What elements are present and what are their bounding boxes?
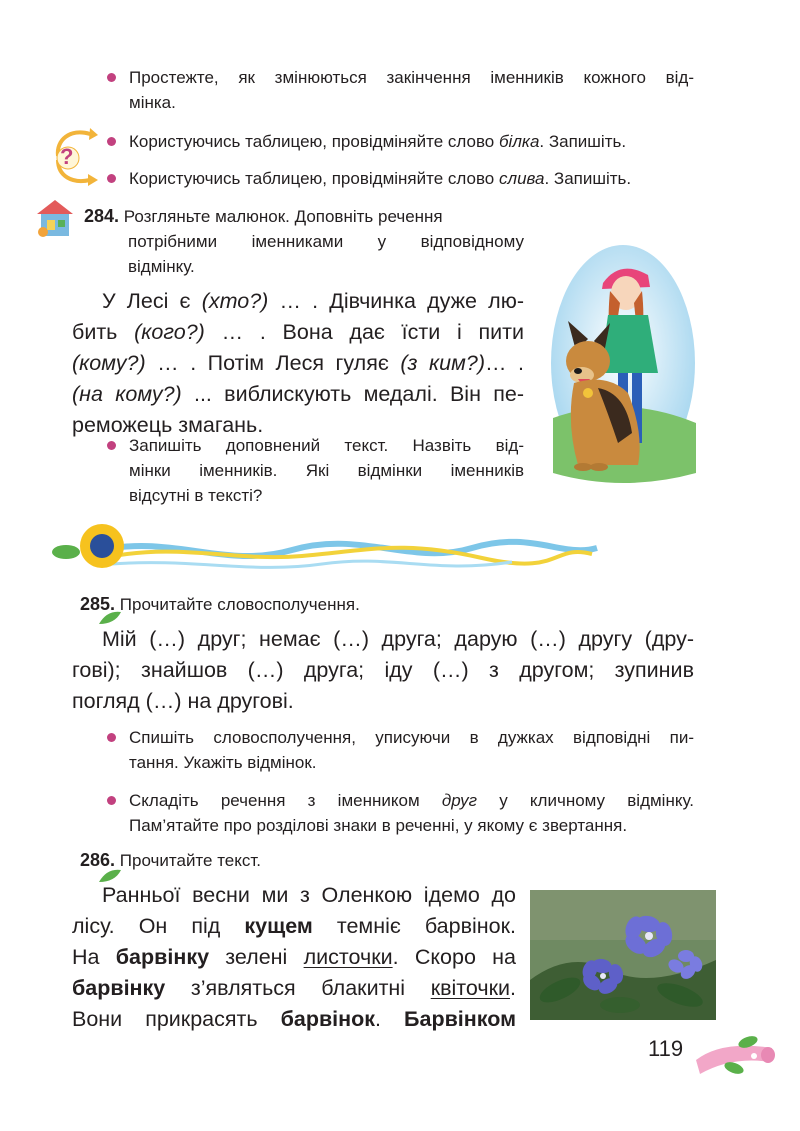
exercise-286-task: 286. Прочитайте текст. bbox=[80, 850, 262, 870]
exercise-285-text-line3: погляд (…) на другові. bbox=[72, 689, 294, 713]
instruction-decline-slyva: Користуючись таблицею, провідміняйте слово слива. Запишіть. bbox=[129, 169, 632, 188]
exercise-286-text-line4: барвінку з’являться блакитні квіточки. bbox=[72, 976, 516, 1000]
periwinkle-photo bbox=[530, 890, 716, 1020]
exercise-285-bullet1-line1: Спишіть словосполучення, уписуючи в дужках відповідні пи- bbox=[129, 728, 694, 747]
exercise-284-text-line2: бить (кого?) … . Вона дає їсти і пити bbox=[72, 320, 524, 344]
exercise-284-task: 284. Розгляньте малюнок. Доповніть речення bbox=[84, 206, 443, 226]
exercise-285-text-line1: Мій (…) друг; немає (…) друга; дарую (…) другу (дру- bbox=[102, 627, 694, 651]
instruction-trace-endings: Простежте, як змінюються закінчення іменників кожного від- bbox=[129, 68, 694, 87]
exercise-286-text-line3: На барвінку зелені листочки. Скоро на bbox=[72, 945, 516, 969]
exercise-number-284: 284. bbox=[84, 206, 120, 226]
exercise-284-text-line5: реможець змагань. bbox=[72, 413, 264, 437]
instruction-decline-bilka: Користуючись таблицею, провідміняйте слово білка. Запишіть. bbox=[129, 132, 627, 151]
bullet-marker bbox=[107, 174, 116, 183]
exercise-number-285: 285. bbox=[80, 594, 116, 614]
exercise-284-text-line3: (кому?) … . Потім Леся гуляє (з ким?)… . bbox=[72, 351, 524, 375]
exercise-286-text-line1: Ранньої весни ми з Оленкою ідемо до bbox=[102, 883, 516, 907]
bullet-marker bbox=[107, 73, 116, 82]
exercise-286-text-line5: Вони прикрасять барвінок. Барвінком bbox=[72, 1007, 516, 1031]
bullet-marker bbox=[107, 137, 116, 146]
exercise-284-bullet-line3: відсутні в тексті? bbox=[129, 486, 263, 505]
exercise-285-text-line2: гові); знайшов (…) друга; іду (…) з другом; зупинив bbox=[72, 658, 694, 682]
bullet-marker bbox=[107, 441, 116, 450]
sunflower-ribbon-divider bbox=[52, 518, 602, 584]
bullet-marker bbox=[107, 796, 116, 805]
girl-with-dog-illustration bbox=[548, 243, 698, 488]
exercise-286-text-line2: лісу. Он під кущем темніє барвінок. bbox=[72, 914, 517, 938]
house-icon bbox=[33, 196, 77, 240]
exercise-285-bullet2-line2: Пам’ятайте про розділові знаки в реченні, у якому є звертання. bbox=[129, 816, 628, 835]
exercise-284-task-line3: відмінку. bbox=[128, 257, 195, 276]
exercise-284-task-line2: потрібними іменниками у відповідному bbox=[128, 232, 524, 251]
exercise-285-bullet2-line1: Складіть речення з іменником друг у кличному відмінку. bbox=[129, 791, 694, 810]
scroll-decoration bbox=[692, 1030, 778, 1080]
exercise-284-bullet-line1: Запишіть доповнений текст. Назвіть від- bbox=[129, 436, 524, 455]
exercise-number-286: 286. bbox=[80, 850, 116, 870]
exercise-285-task: 285. Прочитайте словосполучення. bbox=[80, 594, 360, 614]
page-number: 119 bbox=[648, 1036, 684, 1061]
question-mark: ? bbox=[60, 144, 74, 169]
exercise-284-text-line1: У Лесі є (хто?) … . Дівчинка дуже лю- bbox=[102, 289, 524, 313]
exercise-285-bullet1-line2: тання. Укажіть відмінок. bbox=[129, 753, 317, 772]
question-icon bbox=[52, 126, 100, 188]
exercise-284-text-line4: (на кому?) ... виблискують медалі. Він пе- bbox=[72, 382, 524, 406]
instruction-trace-endings-cont: мінка. bbox=[129, 93, 176, 112]
exercise-284-bullet-line2: мінки іменників. Які відмінки іменників bbox=[129, 461, 524, 480]
bullet-marker bbox=[107, 733, 116, 742]
